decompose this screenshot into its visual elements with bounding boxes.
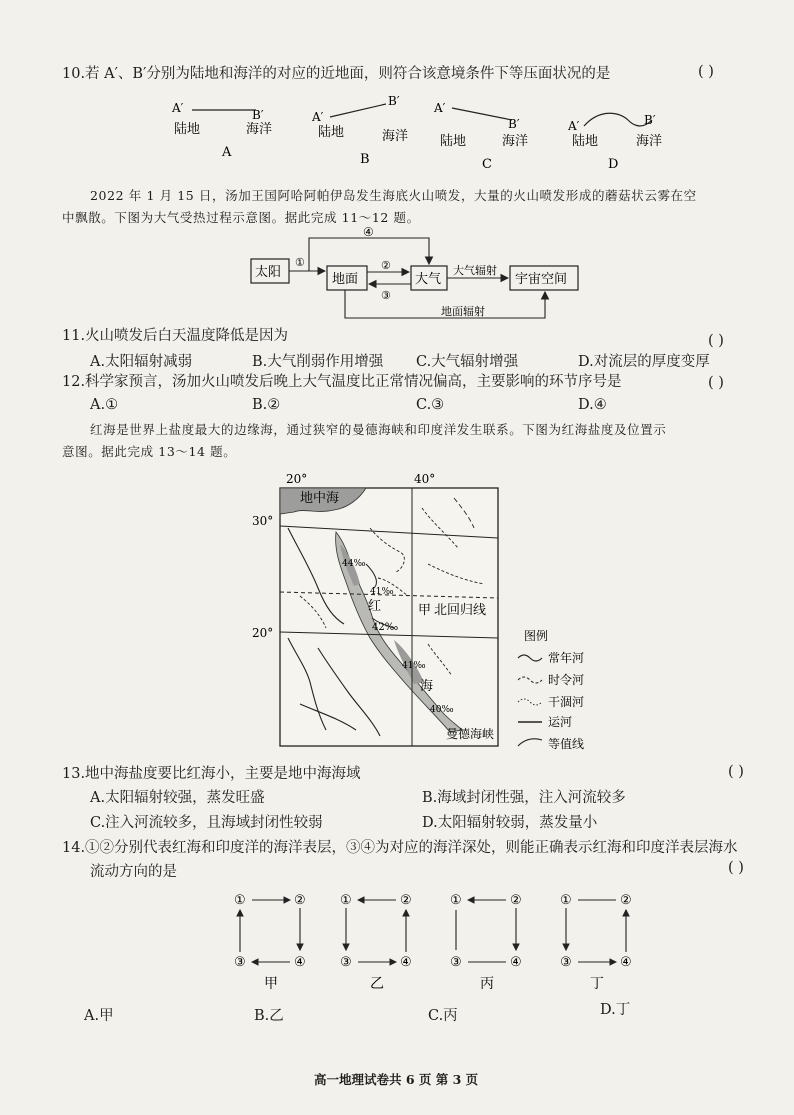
svg-text:④: ④ — [294, 955, 306, 970]
svg-text:运河: 运河 — [548, 715, 573, 729]
passage1-line1: 2022 年 1 月 15 日，汤加王国阿哈阿帕伊岛发生海底火山喷发，大量的火山喷发形成的蘑菇状云雾在空 — [90, 188, 697, 203]
svg-text:41‰: 41‰ — [370, 587, 394, 597]
passage1-line2: 中飘散。下图为大气受热过程示意图。据此完成 11～12 题。 — [62, 210, 420, 225]
svg-text:常年河: 常年河 — [548, 651, 585, 665]
q14-option-b: B.乙 — [254, 1008, 284, 1024]
q10-option-a-diagram — [171, 101, 272, 160]
svg-text:③: ③ — [560, 955, 572, 970]
svg-text:①: ① — [295, 256, 305, 269]
q10-option-b-diagram — [311, 94, 408, 167]
q13-option-c: C.注入河流较多，且海域封闭性较弱 — [90, 815, 323, 831]
q12-option-b: B.② — [252, 397, 281, 413]
svg-text:A′: A′ — [312, 110, 324, 124]
svg-text:40°: 40° — [414, 472, 436, 486]
svg-text:宇宙空间: 宇宙空间 — [515, 272, 568, 287]
svg-text:B′: B′ — [644, 113, 656, 127]
svg-text:甲: 甲 — [418, 603, 432, 618]
svg-text:大气辐射: 大气辐射 — [453, 264, 497, 277]
svg-text:B′: B′ — [388, 94, 400, 108]
svg-text:红: 红 — [368, 599, 382, 614]
svg-text:30°: 30° — [252, 514, 274, 528]
svg-text:44‰: 44‰ — [342, 559, 366, 569]
q11-option-d: D.对流层的厚度变厚 — [578, 354, 710, 370]
q13-stem: 13.地中海盐度要比红海小，主要是地中海海域 — [62, 766, 361, 782]
svg-text:②: ② — [400, 893, 412, 908]
svg-text:B′: B′ — [508, 117, 520, 131]
svg-text:时令河: 时令河 — [548, 673, 585, 687]
q14-answer-paren: ( ) — [728, 860, 744, 876]
svg-text:地面辐射: 地面辐射 — [441, 305, 485, 318]
passage2-line1: 红海是世界上盐度最大的边缘海，通过狭窄的曼德海峡和印度洋发生联系。下图为红海盐度及位置示 — [90, 422, 667, 437]
svg-text:陆地: 陆地 — [440, 134, 467, 149]
svg-text:42‰: 42‰ — [372, 622, 399, 633]
q14-diagram-bing — [450, 893, 522, 992]
q13-option-d: D.太阳辐射较弱，蒸发量小 — [422, 815, 598, 831]
svg-text:海洋: 海洋 — [382, 129, 409, 144]
svg-text:海洋: 海洋 — [502, 134, 529, 149]
q12-option-c: C.③ — [416, 397, 445, 413]
q14-option-a: A.甲 — [84, 1008, 114, 1024]
q12-option-a: A.① — [90, 397, 119, 413]
svg-text:地面: 地面 — [332, 272, 359, 287]
q14-option-c: C.丙 — [428, 1008, 458, 1024]
q10-option-d-diagram — [567, 113, 662, 172]
svg-text:③: ③ — [381, 289, 391, 302]
svg-text:A′: A′ — [172, 101, 184, 115]
page-footer: 高一地理试卷共 6 页 第 3 页 — [314, 1072, 479, 1087]
q12-stem: 12.科学家预言，汤加火山喷发后晚上大气温度比正常情况偏高，主要影响的环节序号是 — [62, 374, 622, 390]
q11-option-c: C.大气辐射增强 — [416, 354, 519, 370]
svg-text:40‰: 40‰ — [430, 705, 454, 715]
q12-option-d: D.④ — [578, 397, 607, 413]
svg-text:陆地: 陆地 — [318, 125, 345, 140]
svg-text:②: ② — [381, 259, 391, 272]
svg-text:③: ③ — [450, 955, 462, 970]
svg-text:④: ④ — [363, 226, 374, 239]
q11-option-a: A.太阳辐射减弱 — [90, 354, 193, 370]
svg-text:陆地: 陆地 — [572, 134, 599, 149]
q10-answer-paren: ( ) — [698, 64, 714, 80]
q14-stem-line1: 14.①②分别代表红海和印度洋的海洋表层，③④为对应的海洋深处，则能正确表示红海和印度洋表层海水 — [62, 840, 738, 856]
svg-text:曼德海峡: 曼德海峡 — [446, 727, 495, 741]
red-sea-map — [248, 468, 628, 752]
q13-option-b: B.海域封闭性强，注入河流较多 — [422, 790, 626, 806]
q14-diagram-jia — [234, 893, 306, 992]
svg-text:④: ④ — [510, 955, 522, 970]
svg-text:乙: 乙 — [370, 976, 384, 992]
svg-text:北回归线: 北回归线 — [434, 603, 487, 618]
svg-text:①: ① — [450, 893, 462, 908]
svg-text:①: ① — [234, 893, 246, 908]
atmosphere-heating-diagram — [245, 226, 590, 326]
svg-text:C: C — [482, 157, 492, 172]
svg-text:④: ④ — [620, 955, 632, 970]
q14-diagram-ding — [560, 893, 632, 992]
svg-text:③: ③ — [234, 955, 246, 970]
svg-text:图例: 图例 — [524, 629, 549, 643]
q11-stem: 11.火山喷发后白天温度降低是因为 — [62, 328, 289, 344]
svg-text:太阳: 太阳 — [255, 265, 282, 280]
svg-text:A: A — [222, 145, 232, 160]
q10-option-c-diagram — [433, 101, 528, 172]
svg-text:干涸河: 干涸河 — [548, 695, 585, 709]
svg-text:地中海: 地中海 — [300, 491, 340, 506]
svg-text:海: 海 — [420, 679, 434, 694]
svg-text:海洋: 海洋 — [246, 122, 273, 137]
q13-answer-paren: ( ) — [728, 764, 744, 780]
svg-text:A′: A′ — [568, 119, 580, 133]
svg-text:A′: A′ — [434, 101, 446, 115]
svg-text:等值线: 等值线 — [548, 737, 585, 751]
svg-text:②: ② — [510, 893, 522, 908]
q14-diagram-yi — [340, 893, 412, 992]
svg-text:③: ③ — [340, 955, 352, 970]
q12-answer-paren: ( ) — [708, 375, 724, 391]
svg-text:20°: 20° — [252, 626, 274, 640]
svg-text:海洋: 海洋 — [636, 134, 663, 149]
q14-stem-line2: 流动方向的是 — [90, 864, 177, 880]
svg-text:大气: 大气 — [415, 272, 442, 287]
svg-text:41‰: 41‰ — [402, 661, 426, 671]
svg-text:丙: 丙 — [480, 976, 494, 992]
svg-text:②: ② — [294, 893, 306, 908]
svg-text:20°: 20° — [286, 472, 308, 486]
q10-stem: 10.若 A′、B′分别为陆地和海洋的对应的近地面，则符合该意境条件下等压面状况的是 — [62, 66, 611, 82]
q14-circulation-figure — [228, 886, 648, 996]
q13-option-a: A.太阳辐射较强，蒸发旺盛 — [90, 790, 265, 806]
svg-text:陆地: 陆地 — [174, 122, 201, 137]
svg-text:丁: 丁 — [590, 976, 604, 992]
passage2-line2: 意图。据此完成 13～14 题。 — [62, 444, 237, 459]
svg-text:①: ① — [560, 893, 572, 908]
svg-text:④: ④ — [400, 955, 412, 970]
q11-option-b: B.大气削弱作用增强 — [252, 354, 384, 370]
svg-text:B: B — [360, 152, 370, 167]
q10-isobar-figure — [160, 90, 680, 172]
q11-answer-paren: ( ) — [708, 333, 724, 349]
svg-text:D: D — [608, 157, 619, 172]
svg-text:B′: B′ — [252, 108, 264, 122]
svg-text:②: ② — [620, 893, 632, 908]
q14-option-d: D.丁 — [600, 1002, 631, 1018]
svg-text:①: ① — [340, 893, 352, 908]
svg-text:甲: 甲 — [264, 976, 278, 992]
